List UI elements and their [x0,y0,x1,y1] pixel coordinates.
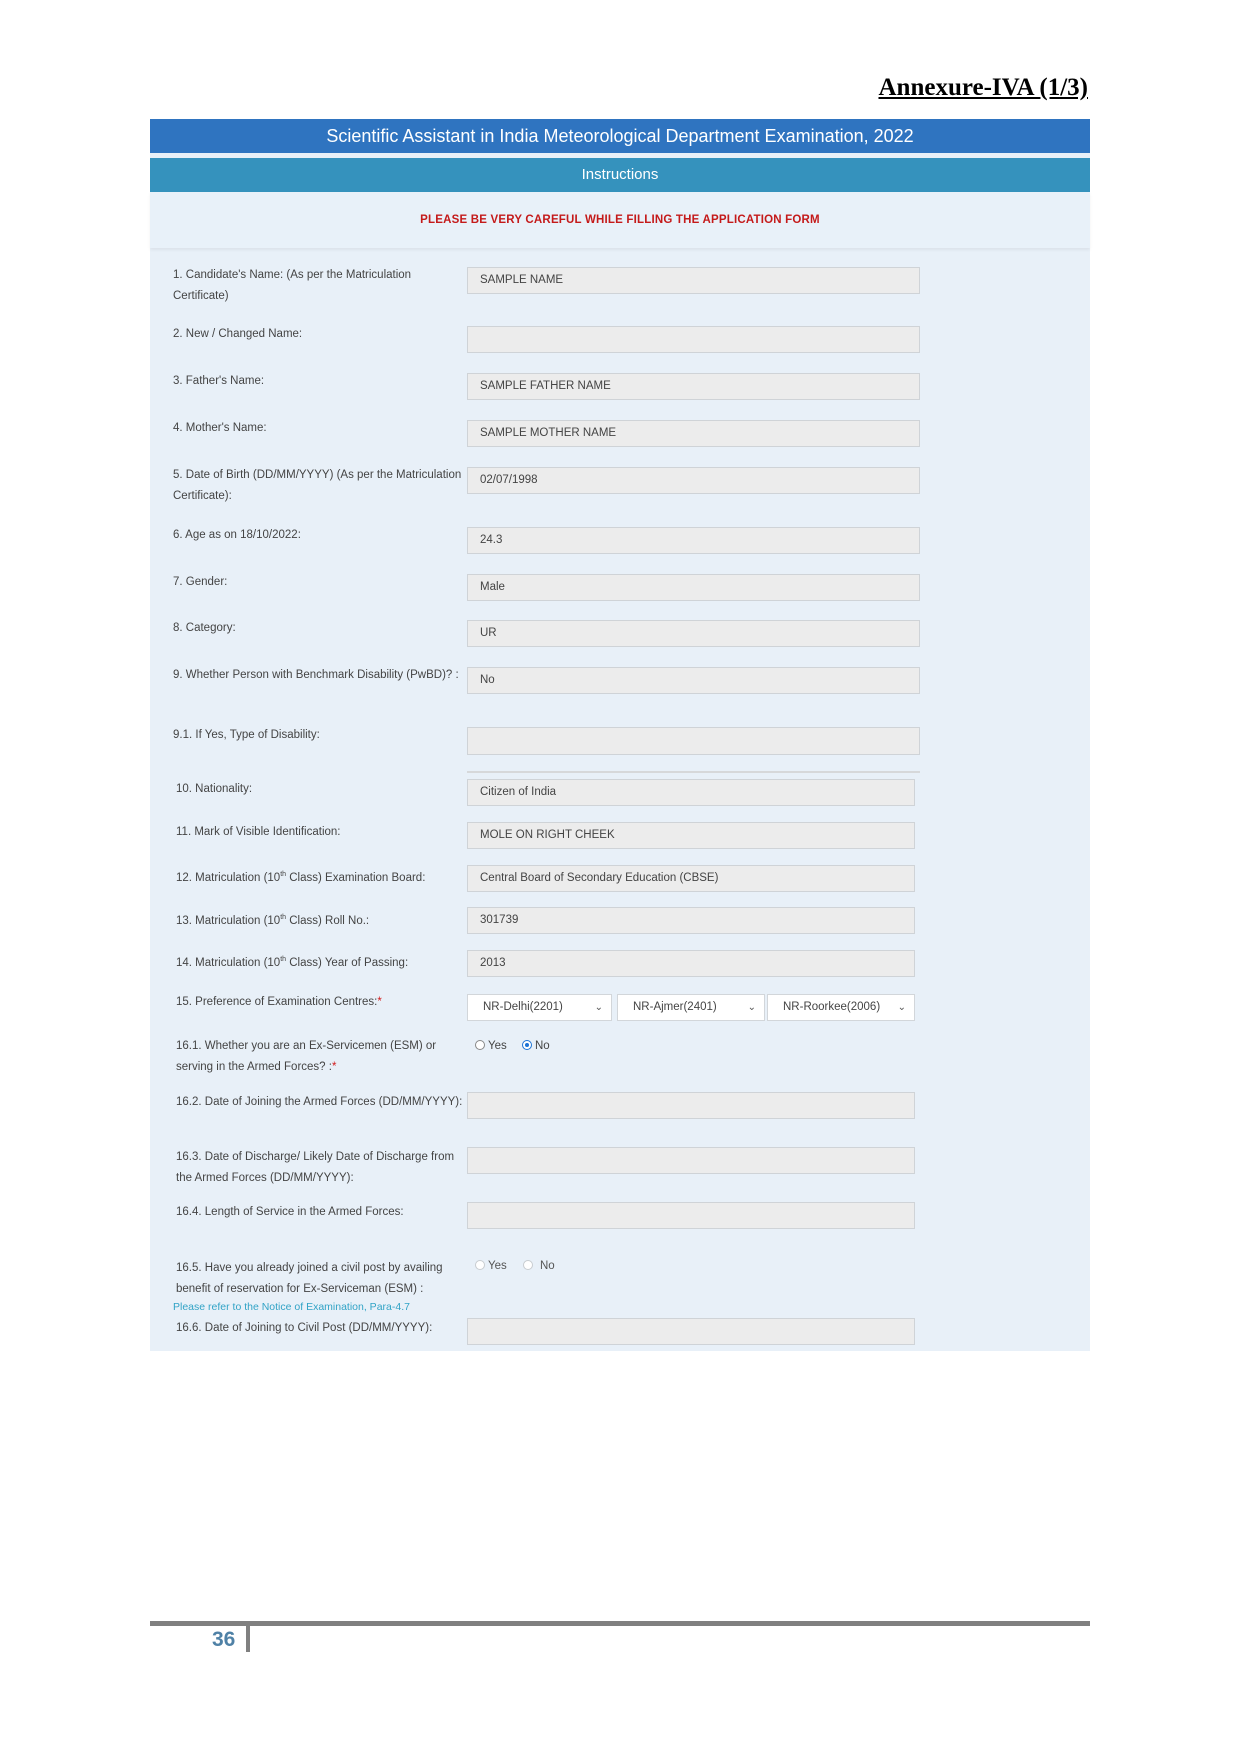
required-asterisk: * [331,1061,337,1073]
label-text: Class) Year of Passing: [286,956,409,969]
field-label: 4. Mother's Name: [173,422,267,434]
disability-type-input[interactable] [467,727,920,755]
radio-label: Yes [488,1040,507,1052]
notice-banner [150,192,1090,248]
radio-checked-icon [522,1040,532,1050]
centre-preference-3-select[interactable] [767,994,915,1021]
radio-label: No [540,1260,555,1272]
civil-post-no-radio[interactable] [523,1258,555,1274]
candidate-name-input[interactable]: SAMPLE NAME [467,267,920,294]
page-number: 36 [212,1628,236,1651]
centre-preference-2-select[interactable] [617,994,765,1021]
length-of-service-input[interactable] [467,1202,915,1229]
esm-no-radio[interactable] [522,1038,550,1054]
application-form-panel [150,119,1090,1351]
label-text: 15. Preference of Examination Centres: [176,996,378,1008]
armed-forces-joining-input[interactable] [467,1092,915,1119]
field-label [176,992,466,1013]
category-input[interactable]: UR [467,620,920,647]
exam-title-bar: Scientific Assistant in India Meteorological Department Examination, 2022 [150,119,1090,153]
armed-forces-discharge-input[interactable] [467,1147,915,1174]
esm-yes-radio[interactable] [475,1038,507,1054]
field-label: 16.5. Have you already joined a civil post by availing benefit of reservation for Ex-Serviceman (ESM) : [176,1262,443,1295]
label-superscript: th [280,914,287,921]
radio-label: Yes [488,1260,507,1272]
selected-value: NR-Roorkee(2006) [783,1001,881,1013]
page-number-bar [246,1626,250,1652]
field-label: 16.6. Date of Joining to Civil Post (DD/MM/YYYY): [176,1322,433,1334]
field-label: 16.2. Date of Joining the Armed Forces (DD/MM/YYYY): [176,1096,463,1108]
radio-unchecked-icon [475,1040,485,1050]
civil-post-yes-radio[interactable] [475,1258,507,1274]
radio-unchecked-icon [523,1260,533,1270]
gender-input[interactable]: Male [467,574,920,601]
field-label [176,907,466,932]
field-label: 2. New / Changed Name: [173,328,303,340]
label-text: 12. Matriculation (10 [176,871,281,884]
label-text: 13. Matriculation (10 [176,914,281,927]
matric-roll-input[interactable]: 301739 [467,907,915,934]
matric-board-input[interactable]: Central Board of Secondary Education (CBSE) [467,865,915,892]
father-name-input[interactable]: SAMPLE FATHER NAME [467,373,920,400]
field-label: 11. Mark of Visible Identification: [176,826,341,838]
identification-mark-input[interactable]: MOLE ON RIGHT CHEEK [467,822,915,849]
para-reference-note: Please refer to the Notice of Examination, Para-4.7 [173,1301,410,1313]
chevron-down-icon: ⌄ [747,1002,756,1013]
annexure-heading: Annexure-IVA (1/3) [878,74,1088,101]
radio-unchecked-icon [475,1260,485,1270]
field-label [176,864,476,889]
footer-rule [150,1621,1090,1626]
field-label: 7. Gender: [173,576,228,588]
field-label: 16.4. Length of Service in the Armed Forces: [176,1206,404,1218]
field-label: 10. Nationality: [176,783,253,795]
radio-label: No [535,1040,550,1052]
label-text: 16.1. Whether you are an Ex-Servicemen (ESM) or serving in the Armed Forces? : [176,1040,437,1073]
chevron-down-icon: ⌄ [594,1002,603,1013]
notice-text: PLEASE BE VERY CAREFUL WHILE FILLING THE APPLICATION FORM [420,214,820,226]
field-label: 16.3. Date of Discharge/ Likely Date of Discharge from the Armed Forces (DD/MM/YYYY): [176,1151,455,1184]
section-divider [467,771,920,773]
field-label [176,1036,466,1078]
date-of-birth-input[interactable]: 02/07/1998 [467,467,920,494]
age-input[interactable]: 24.3 [467,527,920,554]
required-asterisk: * [377,996,382,1008]
label-text: Class) Roll No.: [286,914,370,927]
label-text: Class) Examination Board: [286,871,426,884]
field-label: 8. Category: [173,622,236,634]
field-label: 5. Date of Birth (DD/MM/YYYY) (As per the Matriculation Certificate): [173,469,462,502]
instructions-link[interactable]: Instructions [150,158,1090,192]
matric-year-input[interactable]: 2013 [467,950,915,977]
civil-post-joining-input[interactable] [467,1318,915,1345]
label-superscript: th [280,956,287,963]
mother-name-input[interactable]: SAMPLE MOTHER NAME [467,420,920,447]
nationality-input[interactable]: Citizen of India [467,779,915,806]
field-label [176,949,466,974]
pwbd-input[interactable]: No [467,667,920,694]
chevron-down-icon: ⌄ [897,1002,906,1013]
field-label: 9.1. If Yes, Type of Disability: [173,729,320,741]
centre-preference-1-select[interactable] [467,994,612,1021]
field-label: 1. Candidate's Name: (As per the Matriculation Certificate) [173,269,412,302]
field-label: 3. Father's Name: [173,375,265,387]
label-text: 14. Matriculation (10 [176,956,281,969]
selected-value: NR-Delhi(2201) [483,1001,563,1013]
field-label: 6. Age as on 18/10/2022: [173,529,301,541]
field-label: 9. Whether Person with Benchmark Disability (PwBD)? : [173,669,459,681]
new-name-input[interactable] [467,326,920,353]
selected-value: NR-Ajmer(2401) [633,1001,717,1013]
label-superscript: th [280,871,287,878]
